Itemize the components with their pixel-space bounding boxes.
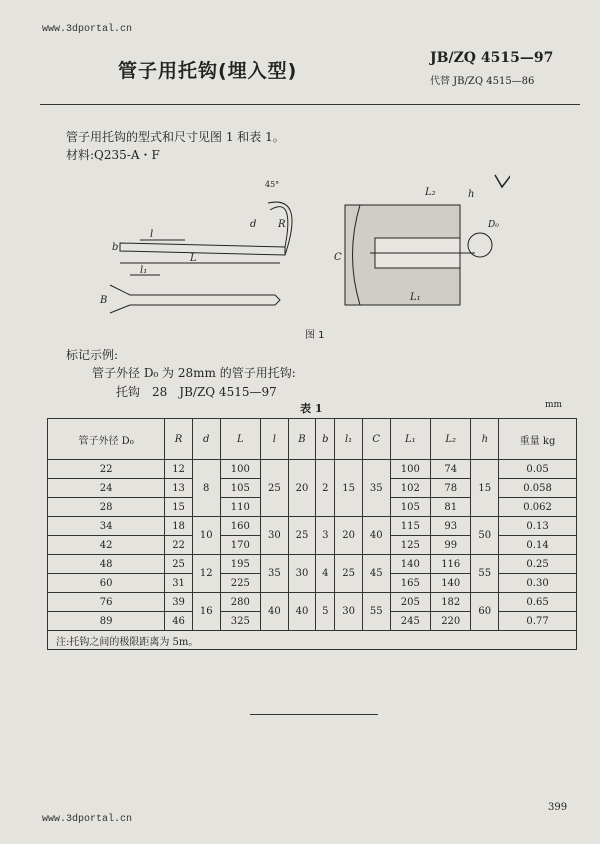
embedded-hook-view [334,187,499,305]
table-row [48,593,577,612]
table-cell: 40 [261,593,289,631]
dimension-table [47,418,577,650]
column-header: C [362,419,390,460]
table-row [48,555,577,574]
hook-side-view [112,180,292,264]
table-cell: 48 [48,555,165,574]
page-number: 399 [548,802,568,813]
column-header: b [316,419,335,460]
table-cell: 3 [316,517,335,555]
table-cell: 100 [220,460,260,479]
watermark-bottom: www.3dportal.cn [42,814,133,825]
table-cell: 105 [390,498,430,517]
table-cell: 8 [192,460,220,517]
table-cell: 13 [165,479,193,498]
table-cell: 115 [390,517,430,536]
table-cell: 0.65 [499,593,577,612]
column-header: L [220,419,260,460]
table-cell: 99 [431,536,471,555]
table-cell: 280 [220,593,260,612]
table-cell: 28 [48,498,165,517]
table-cell: 10 [192,517,220,555]
label-b: b [112,242,119,253]
table-cell: 30 [288,555,316,593]
table-cell: 78 [431,479,471,498]
table-cell: 125 [390,536,430,555]
table-cell: 2 [316,460,335,517]
table-note: 注:托钩之间的极限距离为 5m。 [48,631,577,650]
table-cell: 0.058 [499,479,577,498]
table-cell: 40 [288,593,316,631]
column-header: l [261,419,289,460]
table-cell: 0.14 [499,536,577,555]
table-cell: 25 [335,555,363,593]
table-cell: 55 [471,555,499,593]
table-cell: 0.30 [499,574,577,593]
column-header: L₁ [390,419,430,460]
table-cell: 20 [288,460,316,517]
column-header: L₂ [431,419,471,460]
table-cell: 0.062 [499,498,577,517]
table-cell: 31 [165,574,193,593]
table-cell: 110 [220,498,260,517]
table-cell: 42 [48,536,165,555]
table-cell: 245 [390,612,430,631]
table-cell: 45 [362,555,390,593]
column-header: B [288,419,316,460]
example-description: 管子外径 D₀ 为 28mm 的管子用托钩: [92,366,296,380]
table-row [48,460,577,479]
table-row [48,517,577,536]
table-cell: 76 [48,593,165,612]
table-cell: 205 [390,593,430,612]
table-cell: 35 [362,460,390,517]
surface-finish-symbol [495,170,510,187]
standard-number: JB/ZQ 4515—97 [430,50,554,66]
table-cell: 160 [220,517,260,536]
table-cell: 0.77 [499,612,577,631]
label-B: B [100,295,108,306]
material-text: 材料:Q235-A・F [66,148,160,162]
label-l1: l₁ [140,265,148,276]
table-cell: 39 [165,593,193,612]
example-marking: 托钩 28 JB/ZQ 4515—97 [116,385,277,399]
table-cell: 89 [48,612,165,631]
table-cell: 195 [220,555,260,574]
table-cell: 30 [261,517,289,555]
page-title: 管子用托钩(埋入型) [118,60,298,82]
table-cell: 22 [165,536,193,555]
table-cell: 15 [335,460,363,517]
table-cell: 15 [471,460,499,517]
table-cell: 25 [165,555,193,574]
column-header: l₁ [335,419,363,460]
table-cell: 0.13 [499,517,577,536]
table-cell: 46 [165,612,193,631]
label-L1: L₁ [410,292,421,303]
label-L: L [190,253,197,264]
table-cell: 105 [220,479,260,498]
table-cell: 30 [335,593,363,631]
table-cell: 12 [165,460,193,479]
table-cell: 60 [471,593,499,631]
table-cell: 50 [471,517,499,555]
table-cell: 170 [220,536,260,555]
table-cell: 24 [48,479,165,498]
table-cell: 12 [192,555,220,593]
table-cell: 55 [362,593,390,631]
table-cell: 100 [390,460,430,479]
watermark-top: www.3dportal.cn [42,24,133,35]
example-heading: 标记示例: [66,348,119,362]
table-cell: 20 [335,517,363,555]
table-cell: 220 [431,612,471,631]
table-cell: 81 [431,498,471,517]
table-cell: 165 [390,574,430,593]
label-angle: 45° [265,180,280,189]
table-cell: 35 [261,555,289,593]
table-cell: 140 [390,555,430,574]
table-cell: 15 [165,498,193,517]
label-h: h [468,189,475,200]
table-cell: 5 [316,593,335,631]
table-cell: 0.25 [499,555,577,574]
table-cell: 18 [165,517,193,536]
table-cell: 25 [261,460,289,517]
column-header: 重量 kg [499,419,577,460]
label-D0: D₀ [488,220,499,230]
label-C: C [334,252,342,263]
table-cell: 325 [220,612,260,631]
column-header: R [165,419,193,460]
label-d: d [250,219,257,230]
table-cell: 4 [316,555,335,593]
figure-caption: 图 1 [305,330,325,341]
intro-text: 管子用托钩的型式和尺寸见图 1 和表 1。 [66,130,285,144]
table-cell: 0.05 [499,460,577,479]
table-cell: 40 [362,517,390,555]
replaces-standard: 代替 JB/ZQ 4515—86 [430,76,535,87]
table-cell: 34 [48,517,165,536]
table-cell: 60 [48,574,165,593]
column-header: h [471,419,499,460]
table-cell: 102 [390,479,430,498]
table-cell: 116 [431,555,471,574]
table-cell: 225 [220,574,260,593]
column-header: 管子外径 D₀ [48,419,165,460]
table-cell: 25 [288,517,316,555]
figure-1-drawing [90,165,510,325]
end-rule [250,714,378,715]
label-l: l [150,229,154,240]
label-L2: L₂ [425,187,436,198]
header-rule [40,104,580,105]
label-R: R [278,219,286,230]
dimension-table-wrap [47,418,577,650]
hook-top-view [99,265,280,313]
table-cell: 16 [192,593,220,631]
column-header: d [192,419,220,460]
table-cell: 93 [431,517,471,536]
table-cell: 182 [431,593,471,612]
table-cell: 74 [431,460,471,479]
table-cell: 140 [431,574,471,593]
table-caption: 表 1 [300,402,323,415]
table-cell: 22 [48,460,165,479]
table-unit: mm [545,400,563,410]
